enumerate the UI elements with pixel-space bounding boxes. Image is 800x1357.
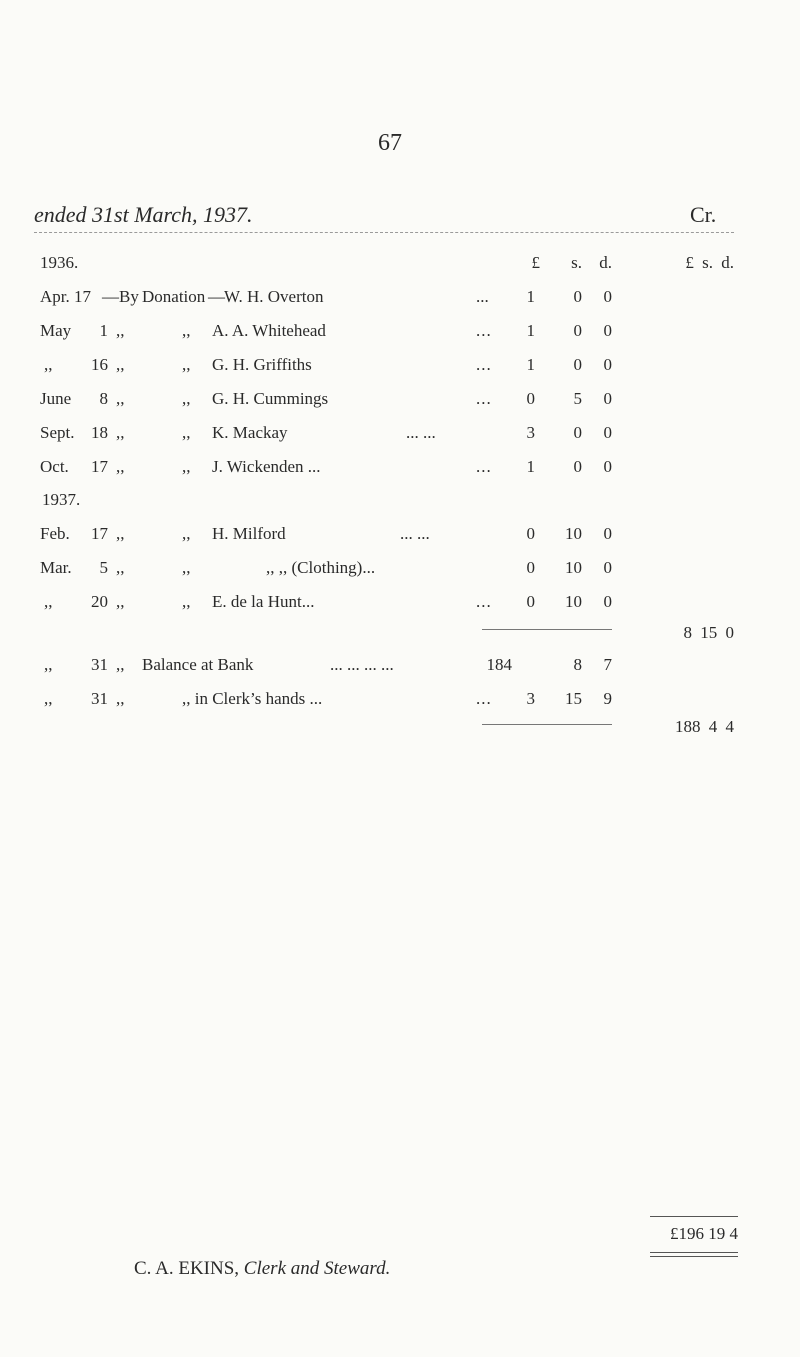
entry-dots: ... ... ... ...: [330, 655, 394, 674]
entry-pounds: 1: [526, 457, 535, 476]
entry-ditto: ,,: [116, 689, 125, 708]
entry-ditto: ,,: [182, 524, 191, 543]
entry-ditto: ,,: [182, 423, 191, 442]
entry-ditto: ,,: [182, 389, 191, 408]
grand-total: £196 19 4: [670, 1224, 738, 1243]
entry-day: 20: [91, 592, 108, 611]
entry-date: ,,: [44, 689, 53, 708]
entry-pounds: 1: [526, 321, 535, 340]
entry-pounds: 3: [526, 423, 535, 442]
entry-ditto: ,,: [116, 655, 125, 674]
entry-name: H. Milford: [212, 524, 286, 543]
entry-ditto: ,,: [116, 321, 125, 340]
entry-shillings: 10: [565, 524, 582, 543]
entry-prefix: —By: [102, 287, 139, 306]
entry-shillings: 5: [573, 389, 582, 408]
subtotal-row: [0, 623, 800, 653]
entry-name: W. H. Overton: [224, 287, 324, 306]
entry-pence: 0: [603, 524, 612, 543]
entry-shillings: 8: [573, 655, 582, 674]
donations-subtotal: 8 15 0: [683, 623, 734, 642]
entry-date: ,,: [44, 655, 53, 674]
entry-date: Feb.: [40, 524, 70, 543]
header-rule: [34, 232, 734, 233]
entry-date: ,,: [44, 592, 53, 611]
ledger-row: [0, 355, 800, 385]
entry-day: 8: [99, 389, 108, 408]
entry-dots: ...: [476, 389, 492, 408]
entry-name: A. A. Whitehead: [212, 321, 326, 340]
entry-pence: 0: [603, 558, 612, 577]
entry-pence: 0: [603, 287, 612, 306]
ledger-row: [0, 389, 800, 419]
entry-pence: 9: [603, 689, 612, 708]
entry-ditto: ,,: [116, 457, 125, 476]
entry-day: 31: [91, 689, 108, 708]
entry-pounds: 1: [526, 287, 535, 306]
entry-dots: ...: [476, 592, 492, 611]
pence-header: d.: [599, 253, 612, 272]
entry-pounds: 0: [526, 524, 535, 543]
entry-ditto: ,,: [116, 592, 125, 611]
page-number: 67: [378, 130, 402, 156]
ledger-row: [0, 287, 800, 317]
entry-day: 31: [91, 655, 108, 674]
entry-ditto: ,,: [116, 524, 125, 543]
ledger-row: [0, 592, 800, 622]
entry-shillings: 10: [565, 592, 582, 611]
entry-pounds: 0: [526, 558, 535, 577]
entry-shillings: 0: [573, 423, 582, 442]
entry-ditto: ,,: [182, 558, 191, 577]
entry-name: E. de la Hunt...: [212, 592, 315, 611]
signature-line: [134, 1258, 390, 1280]
entry-name: K. Mackay: [212, 423, 288, 442]
entry-pence: 0: [603, 321, 612, 340]
entry-name: ,, ,, (Clothing)...: [266, 558, 376, 577]
entry-date: Sept.: [40, 423, 75, 442]
ledger-row: [0, 457, 800, 487]
entry-pence: 0: [603, 592, 612, 611]
column-header-row: [0, 253, 800, 283]
entry-dots: ... ...: [406, 423, 436, 442]
entry-day: 17: [91, 524, 108, 543]
entry-pence: 7: [603, 655, 612, 674]
grand-total-double-rule: [650, 1252, 738, 1257]
ledger-row: [0, 689, 800, 719]
entry-ditto: ,,: [116, 355, 125, 374]
entry-dots: ... ...: [400, 524, 430, 543]
entry-ditto: ,,: [116, 389, 125, 408]
entry-dots: ...: [476, 355, 492, 374]
year-label: 1936.: [40, 253, 79, 272]
ledger-row: [0, 321, 800, 351]
entry-ditto: ,,: [182, 321, 191, 340]
subtotal-row: [0, 717, 800, 747]
entry-pounds: 1: [526, 355, 535, 374]
grand-total-rule: [650, 1216, 738, 1217]
entry-dots: ...: [476, 457, 492, 476]
entry-type: Donation: [142, 287, 206, 306]
entry-day: 17: [91, 457, 108, 476]
entry-ditto: ,,: [116, 558, 125, 577]
year-label: 1937.: [42, 490, 81, 509]
entry-date: Oct.: [40, 457, 69, 476]
entry-ditto: ,,: [182, 592, 191, 611]
entry-dots: ...: [476, 321, 492, 340]
entry-shillings: 10: [565, 558, 582, 577]
ledger-row: [0, 558, 800, 588]
entry-ditto: ,,: [116, 423, 125, 442]
entry-pence: 0: [603, 457, 612, 476]
ledger-row: [0, 655, 800, 685]
ledger-row: [0, 423, 800, 453]
entry-name: G. H. Griffiths: [212, 355, 312, 374]
entry-pounds: 0: [526, 389, 535, 408]
entry-ditto: ,,: [182, 355, 191, 374]
entry-ditto: ,,: [182, 457, 191, 476]
entry-name: G. H. Cummings: [212, 389, 329, 408]
entry-date: Mar.: [40, 558, 72, 577]
year-row: [0, 490, 800, 520]
entry-pence: 0: [603, 389, 612, 408]
entry-shillings: 0: [573, 287, 582, 306]
entry-pence: 0: [603, 355, 612, 374]
entry-name: ,, in Clerk’s hands ...: [182, 689, 323, 708]
entry-shillings: 0: [573, 355, 582, 374]
entry-pounds: 184: [486, 655, 512, 674]
entry-pence: 0: [603, 423, 612, 442]
entry-date: June: [40, 389, 72, 408]
entry-type-sep: —: [208, 287, 225, 306]
pounds-header: £: [531, 253, 540, 272]
entry-day: 5: [99, 558, 108, 577]
entry-date: Apr. 17: [40, 287, 91, 306]
entry-shillings: 15: [565, 689, 582, 708]
entry-dots: ...: [476, 287, 489, 306]
entry-pounds: 0: [526, 592, 535, 611]
entry-name: J. Wickenden ...: [212, 457, 321, 476]
entry-day: 18: [91, 423, 108, 442]
signatory-name: C. A. EKINS,: [134, 1258, 240, 1279]
credit-side-label: Cr.: [690, 202, 717, 227]
total-header: £ s. d.: [685, 253, 734, 272]
account-title: ended 31st March, 1937.: [34, 202, 253, 227]
entry-dots: ...: [476, 689, 492, 708]
entry-shillings: 0: [573, 457, 582, 476]
balances-subtotal: 188 4 4: [675, 717, 734, 736]
entry-name: Balance at Bank: [142, 655, 254, 674]
entry-day: 16: [91, 355, 108, 374]
entry-shillings: 0: [573, 321, 582, 340]
shillings-header: s.: [571, 253, 582, 272]
entry-day: 1: [99, 321, 108, 340]
entry-pounds: 3: [526, 689, 535, 708]
ledger-row: [0, 524, 800, 554]
signatory-role: Clerk and Steward.: [243, 1258, 391, 1279]
entry-date: May: [40, 321, 72, 340]
entry-date: ,,: [44, 355, 53, 374]
